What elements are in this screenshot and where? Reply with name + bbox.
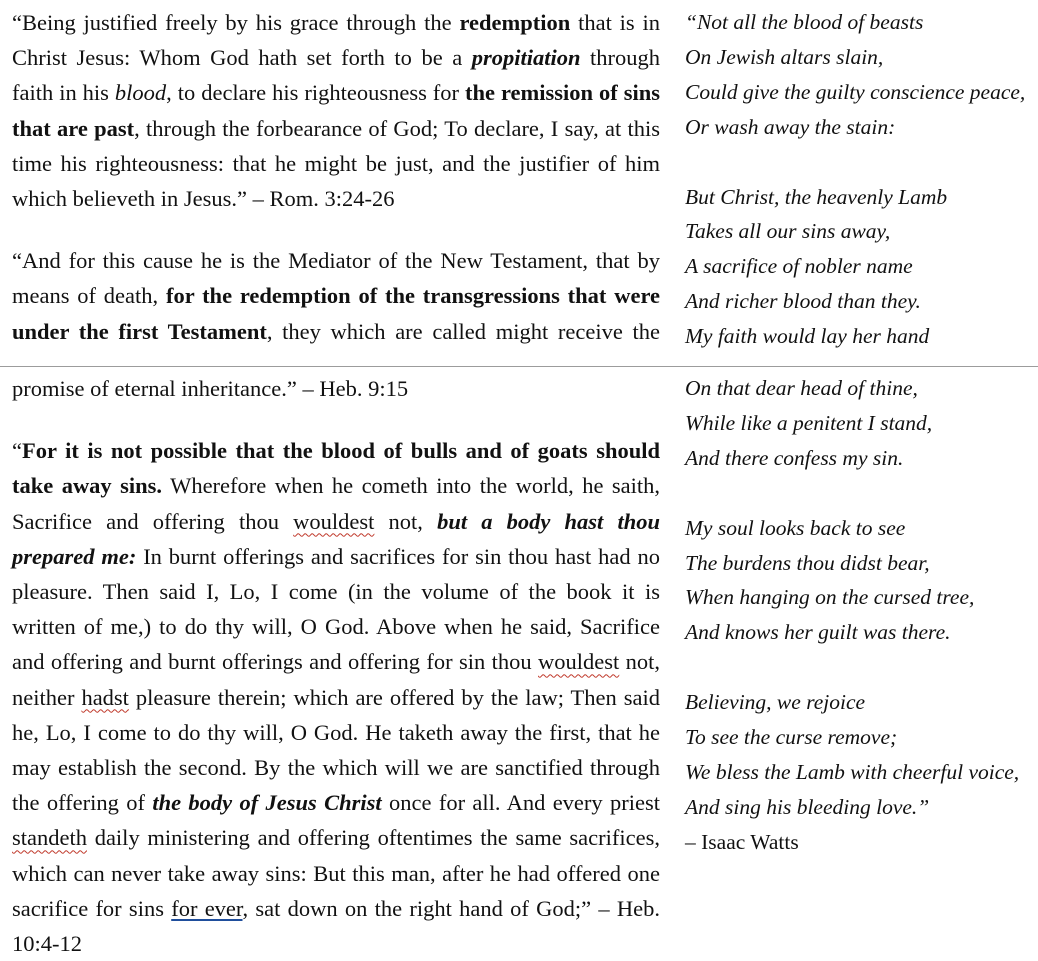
hymn-line: The burdens thou didst bear, — [685, 550, 930, 575]
scripture-column-top — [12, 5, 660, 349]
spelling-flagged-word[interactable]: standeth — [12, 825, 87, 851]
text-run: , through the forbearance of God; To declare, I say, at this time his righteousness: that he might be just, and the justifier of him which believeth in Jesus.” – Rom. 3:24-26 — [12, 115, 660, 212]
hymn-attribution: – Isaac Watts — [685, 829, 799, 854]
scripture-continuation: promise of eternal inheritance.” – Heb. 9:15 — [12, 376, 409, 401]
hymn-line: To see the curse remove; — [685, 725, 898, 750]
hymn-line: Believing, we rejoice — [685, 690, 866, 715]
text-run: , they which are called might receive the — [266, 318, 660, 344]
page-bottom — [0, 371, 1038, 957]
hymn-line: And knows her guilt was there. — [685, 620, 951, 645]
grammar-flagged-phrase[interactable]: for ever — [171, 895, 243, 921]
hymn-line: A sacrifice of nobler name — [685, 254, 913, 279]
text-run: , to declare his righteousness for — [166, 80, 465, 106]
text-run: once for all. And every priest — [381, 790, 660, 816]
bold-run: redemption — [459, 10, 571, 35]
bold-run: for the redemption of the transgressions that were under the first Testament — [12, 283, 661, 344]
hymn-column-top — [685, 5, 1030, 354]
hymn-line: On that dear head of thine, — [685, 376, 918, 400]
text-run: through faith in his — [12, 45, 660, 106]
hymn-line: Or wash away the stain: — [685, 114, 896, 139]
text-run: not, neither — [12, 649, 660, 710]
hymn-line: When hanging on the cursed tree, — [685, 585, 975, 610]
text-run: In burnt offerings and sacrifices for sin thou hast had no pleasure. Then said I, Lo, I come (in the volume of the book it is written of me,) to do thy will, O God. Above when he said, Sacrifice and offering and burnt offerings and offering for sin thou — [12, 543, 660, 675]
stanza-break — [685, 476, 1030, 511]
hymn-line: And there confess my sin. — [685, 445, 904, 470]
hymn-line: My faith would lay her hand — [685, 324, 930, 349]
bold-italic-run: the body of Jesus Christ — [152, 790, 382, 816]
italic-run: blood — [114, 80, 167, 106]
hymn-line: Takes all our sins away, — [685, 219, 891, 244]
hymn-line: But Christ, the heavenly Lamb — [685, 184, 948, 209]
bold-run: For it is not possible that the blood of bulls and of goats should take away sins. — [12, 438, 660, 499]
spelling-flagged-word[interactable]: wouldest — [293, 508, 375, 534]
hymn-line: We bless the Lamb with cheerful voice, — [685, 759, 1020, 784]
bold-run: the remission of sins that are past — [12, 80, 660, 141]
scripture-paragraph-hebrews-9 — [12, 243, 660, 349]
scripture-column-bottom — [12, 371, 660, 961]
hymn-line: And richer blood than they. — [685, 289, 921, 314]
page-top — [0, 5, 1038, 366]
text-run: , sat down on the right hand of God;” – Heb. 10:4-12 — [12, 895, 660, 957]
text-run: not, — [374, 508, 438, 534]
spelling-flagged-word[interactable]: wouldest — [538, 649, 620, 675]
scripture-paragraph-romans — [12, 5, 660, 216]
hymn-line: “Not all the blood of beasts — [685, 10, 924, 34]
stanza-break — [685, 145, 1030, 180]
scripture-paragraph-hebrews-10 — [12, 433, 660, 961]
text-run: that is in Christ Jesus: Whom God hath set forth to be a — [12, 10, 661, 71]
page-break-divider — [0, 366, 1038, 367]
spelling-flagged-word[interactable]: hadst — [81, 684, 129, 710]
bold-italic-run: propitiation — [471, 45, 581, 71]
hymn-line: And sing his bleeding love.” — [685, 794, 930, 819]
text-run: “And for this cause he is the Mediator of the New Testament, that by means of death, — [12, 248, 660, 309]
hymn-column-bottom — [685, 371, 1030, 860]
hymn-line: While like a penitent I stand, — [685, 410, 933, 435]
hymn-line: On Jewish altars slain, — [685, 44, 884, 69]
text-run: Wherefore when he cometh into the world, he saith, Sacrifice and offering thou — [12, 473, 660, 534]
hymn-line: Could give the guilty conscience peace, — [685, 79, 1026, 104]
hymn-line: My soul looks back to see — [685, 515, 906, 540]
text-run: pleasure therein; which are offered by the law; Then said he, Lo, I come to do thy will, O God. He taketh away the first, that he may establish the second. By the which will we are sanctified through the offering of — [12, 684, 660, 816]
bold-italic-run: but a body hast thou prepared me: — [12, 508, 660, 569]
text-run: “ — [12, 438, 22, 464]
stanza-break — [685, 650, 1030, 685]
text-run: daily ministering and offering oftentimes the same sacrifices, which can never take away sins: But this man, after he had offered one sacrifice for sins — [12, 825, 660, 921]
text-run: “Being justified freely by his grace through the — [12, 10, 460, 35]
